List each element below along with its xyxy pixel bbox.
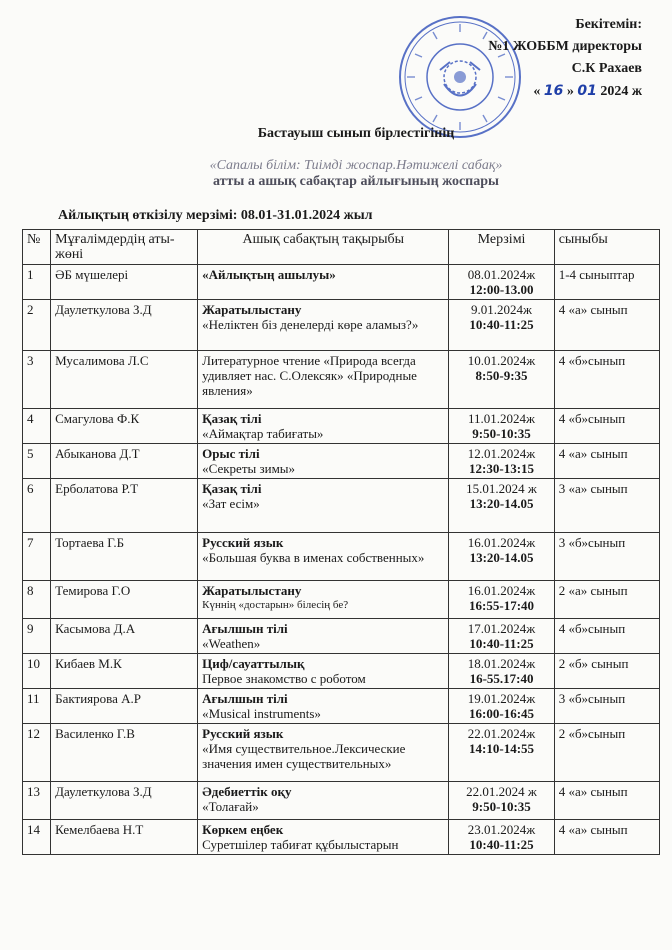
class-name: 2 «б» сынып: [558, 656, 629, 671]
lesson-date: 9.01.2024ж: [471, 302, 533, 317]
cell-name: [51, 479, 198, 533]
table-row: [23, 300, 660, 351]
row-number: 12: [27, 726, 40, 741]
cell-topic: [198, 724, 449, 782]
lesson-topic: «Большая буква в именах собственных»: [202, 550, 425, 565]
table-row: [23, 533, 660, 581]
cell-date: [449, 300, 554, 351]
date-quote-close: »: [566, 84, 574, 99]
cell-date: [449, 444, 554, 479]
lesson-date: 22.01.2024ж: [467, 726, 536, 741]
date-year: 2024 ж: [600, 84, 642, 99]
table-row: [23, 479, 660, 533]
date-quote-open: «: [533, 84, 541, 99]
class-name: 4 «б»сынып: [558, 411, 626, 426]
table-row: [23, 724, 660, 782]
cell-name: [51, 654, 198, 689]
cell-topic: [198, 444, 449, 479]
class-name: 2 «а» сынып: [558, 583, 628, 598]
lesson-subject: Әдебиеттік оқу: [202, 784, 292, 799]
class-name: 4 «а» сынып: [558, 302, 628, 317]
lessons-table: [22, 229, 660, 855]
cell-no: [23, 782, 51, 820]
teacher-name: Василенко Г.В: [55, 726, 135, 741]
cell-class: [554, 581, 659, 619]
header-no: №: [23, 230, 51, 265]
association-title: Бастауыш сынып бірлестігінің: [257, 126, 455, 141]
teacher-name: Кибаев М.К: [55, 656, 122, 671]
cell-date: [449, 581, 554, 619]
class-name: 3 «а» сынып: [558, 481, 628, 496]
table-row: [23, 689, 660, 724]
table-row: [23, 265, 660, 300]
date-day-handwritten: 16: [543, 83, 564, 99]
lesson-time: 16:00-16:45: [469, 706, 535, 721]
lesson-topic: «Аймақтар табиғаты»: [202, 426, 324, 441]
cell-class: [554, 619, 659, 654]
cell-topic: [198, 300, 449, 351]
table-row: [23, 581, 660, 619]
class-name: 4 «а» сынып: [558, 784, 628, 799]
cell-date: [449, 479, 554, 533]
lesson-subject: Русский язык: [202, 535, 284, 550]
lesson-date: 16.01.2024ж: [467, 535, 536, 550]
cell-no: [23, 820, 51, 855]
table-row: [23, 782, 660, 820]
lesson-subject: Көркем еңбек: [202, 822, 284, 837]
lesson-time: 12:00-13.00: [469, 282, 534, 297]
cell-no: [23, 265, 51, 300]
lesson-topic: «Weathen»: [202, 636, 261, 651]
header-class: сыныбы: [554, 230, 659, 265]
lesson-subject: Русский язык: [202, 726, 284, 741]
cell-class: [554, 265, 659, 300]
header-date: Мерзімі: [449, 230, 554, 265]
cell-no: [23, 689, 51, 724]
cell-no: [23, 654, 51, 689]
row-number: 11: [27, 691, 40, 706]
cell-name: [51, 689, 198, 724]
cell-name: [51, 782, 198, 820]
class-name: 4 «б»сынып: [558, 353, 626, 368]
lesson-date: 10.01.2024ж: [467, 353, 536, 368]
cell-date: [449, 351, 554, 409]
cell-date: [449, 782, 554, 820]
lesson-time: 16-55.17:40: [469, 671, 534, 686]
row-number: 3: [27, 353, 34, 368]
cell-name: [51, 581, 198, 619]
row-number: 9: [27, 621, 34, 636]
cell-class: [554, 689, 659, 724]
lesson-subject: «Айлықтың ашылуы»: [202, 267, 336, 282]
header-topic: Ашық сабақтың тақырыбы: [198, 230, 449, 265]
lesson-date: 11.01.2024ж: [468, 411, 536, 426]
teacher-name: Касымова Д.А: [55, 621, 136, 636]
lesson-date: 08.01.2024ж: [467, 267, 536, 282]
lesson-topic: «Зат есім»: [202, 496, 260, 511]
lesson-date: 16.01.2024ж: [467, 583, 536, 598]
cell-class: [554, 533, 659, 581]
lesson-subject: Қазақ тілі: [202, 481, 262, 496]
cell-no: [23, 581, 51, 619]
lesson-subject: Ағылшын тілі: [202, 691, 288, 706]
lesson-date: 12.01.2024ж: [467, 446, 536, 461]
cell-topic: [198, 351, 449, 409]
cell-name: [51, 619, 198, 654]
lesson-subject: Жаратылыстану: [202, 302, 302, 317]
cell-date: [449, 724, 554, 782]
row-number: 1: [27, 267, 34, 282]
row-number: 4: [27, 411, 34, 426]
lesson-topic: «Толағай»: [202, 799, 259, 814]
cell-class: [554, 444, 659, 479]
cell-date: [449, 265, 554, 300]
lesson-time: 9:50-10:35: [472, 426, 531, 441]
cell-topic: [198, 782, 449, 820]
table-header-row: [23, 230, 660, 265]
cell-topic: [198, 265, 449, 300]
lesson-time: 16:55-17:40: [469, 598, 535, 613]
teacher-name: Даулеткулова З.Д: [55, 302, 152, 317]
cell-topic: [198, 619, 449, 654]
row-number: 13: [27, 784, 40, 799]
cell-class: [554, 820, 659, 855]
row-number: 8: [27, 583, 34, 598]
cell-name: [51, 444, 198, 479]
cell-class: [554, 654, 659, 689]
row-number: 2: [27, 302, 34, 317]
cell-name: [51, 300, 198, 351]
lesson-time: 10:40-11:25: [469, 636, 534, 651]
lesson-date: 22.01.2024 ж: [466, 784, 537, 799]
cell-no: [23, 409, 51, 444]
cell-class: [554, 724, 659, 782]
lesson-time: 12:30-13:15: [469, 461, 535, 476]
lesson-topic: Күннің «достарын» білесің бе?: [202, 599, 349, 611]
class-name: 3 «б»сынып: [558, 691, 626, 706]
cell-no: [23, 724, 51, 782]
lesson-date: 17.01.2024ж: [467, 621, 536, 636]
cell-date: [449, 533, 554, 581]
cell-name: [51, 724, 198, 782]
class-name: 1-4 сыныптар: [558, 267, 635, 282]
cell-no: [23, 300, 51, 351]
cell-date: [449, 619, 554, 654]
cell-topic: [198, 409, 449, 444]
cell-name: [51, 820, 198, 855]
plan-title: атты а ашық сабақтар айлығының жоспары: [213, 174, 499, 189]
table-row: [23, 444, 660, 479]
teacher-name: Ерболатова Р.Т: [55, 481, 139, 496]
class-name: 2 «б»сынып: [558, 726, 626, 741]
cell-no: [23, 619, 51, 654]
lesson-topic: Первое знакомство с роботом: [202, 671, 366, 686]
row-number: 10: [27, 656, 40, 671]
lesson-topic: Суретшілер табиғат құбылыстарын: [202, 837, 399, 852]
cell-no: [23, 479, 51, 533]
row-number: 5: [27, 446, 34, 461]
cell-class: [554, 479, 659, 533]
lesson-time: 13:20-14.05: [469, 550, 534, 565]
cell-date: [449, 409, 554, 444]
cell-name: [51, 409, 198, 444]
cell-class: [554, 782, 659, 820]
cell-no: [23, 351, 51, 409]
lesson-subject: Циф/сауаттылық: [202, 656, 305, 671]
cell-date: [449, 820, 554, 855]
teacher-name: Абыканова Д.Т: [55, 446, 140, 461]
cell-topic: [198, 533, 449, 581]
lesson-topic: «Имя существительное.Лексические значения имен существительных»: [202, 741, 406, 771]
lesson-time: 10:40-11:25: [469, 837, 534, 852]
cell-name: [51, 351, 198, 409]
approval-director-name: С.К Рахаев: [571, 61, 642, 76]
lesson-time: 13:20-14.05: [469, 496, 534, 511]
teacher-name: Тортаева Г.Б: [55, 535, 125, 550]
approval-date: [488, 80, 642, 103]
lesson-topic: Литературное чтение «Природа всегда удивляет нас. С.Олексяк» «Природные явления»: [202, 353, 417, 398]
cell-name: [51, 265, 198, 300]
period-text: Айлықтың өткізілу мерзімі: 08.01-31.01.2024 жыл: [58, 208, 373, 223]
motto-title: «Сапалы білім: Тиімді жоспар.Нәтижелі сабақ»: [209, 158, 503, 173]
table-row: [23, 409, 660, 444]
cell-topic: [198, 820, 449, 855]
lesson-subject: Қазақ тілі: [202, 411, 262, 426]
approval-heading: Бекітемін:: [575, 17, 642, 32]
lesson-topic: «Секреты зимы»: [202, 461, 296, 476]
lesson-time: 14:10-14:55: [469, 741, 535, 756]
cell-class: [554, 300, 659, 351]
row-number: 6: [27, 481, 34, 496]
cell-class: [554, 351, 659, 409]
cell-topic: [198, 689, 449, 724]
class-name: 4 «а» сынып: [558, 822, 628, 837]
cell-topic: [198, 654, 449, 689]
teacher-name: Темирова Г.О: [55, 583, 131, 598]
table-row: [23, 820, 660, 855]
cell-class: [554, 409, 659, 444]
lesson-date: 18.01.2024ж: [467, 656, 536, 671]
lesson-time: 8:50-9:35: [475, 368, 528, 383]
teacher-name: Кемелбаева Н.Т: [55, 822, 144, 837]
teacher-name: Бактиярова А.Р: [55, 691, 141, 706]
cell-name: [51, 533, 198, 581]
cell-topic: [198, 479, 449, 533]
lesson-subject: Ағылшын тілі: [202, 621, 288, 636]
lesson-subject: Жаратылыстану: [202, 583, 302, 598]
teacher-name: ӘБ мүшелері: [55, 267, 129, 282]
lesson-date: 23.01.2024ж: [467, 822, 536, 837]
lesson-time: 10:40-11:25: [469, 317, 534, 332]
header-name: Мұғалімдердің аты- жөні: [51, 230, 198, 265]
class-name: 4 «б»сынып: [558, 621, 626, 636]
teacher-name: Мусалимова Л.С: [55, 353, 149, 368]
table-row: [23, 654, 660, 689]
cell-no: [23, 444, 51, 479]
class-name: 3 «б»сынып: [558, 535, 626, 550]
class-name: 4 «а» сынып: [558, 446, 628, 461]
lesson-date: 19.01.2024ж: [467, 691, 536, 706]
cell-no: [23, 533, 51, 581]
cell-topic: [198, 581, 449, 619]
table-row: [23, 351, 660, 409]
table-row: [23, 619, 660, 654]
approval-block: [488, 14, 642, 103]
approval-position: №1 ЖОББМ директоры: [488, 39, 642, 54]
teacher-name: Даулеткулова З.Д: [55, 784, 152, 799]
cell-date: [449, 689, 554, 724]
row-number: 14: [27, 822, 40, 837]
cell-date: [449, 654, 554, 689]
lesson-time: 9:50-10:35: [472, 799, 531, 814]
row-number: 7: [27, 535, 34, 550]
lesson-topic: «Неліктен біз денелерді көре аламыз?»: [202, 317, 419, 332]
lesson-subject: Орыс тілі: [202, 446, 260, 461]
teacher-name: Смагулова Ф.К: [55, 411, 140, 426]
date-month-handwritten: 01: [577, 83, 597, 99]
lesson-date: 15.01.2024 ж: [466, 481, 537, 496]
lesson-topic: «Musical instruments»: [202, 706, 321, 721]
